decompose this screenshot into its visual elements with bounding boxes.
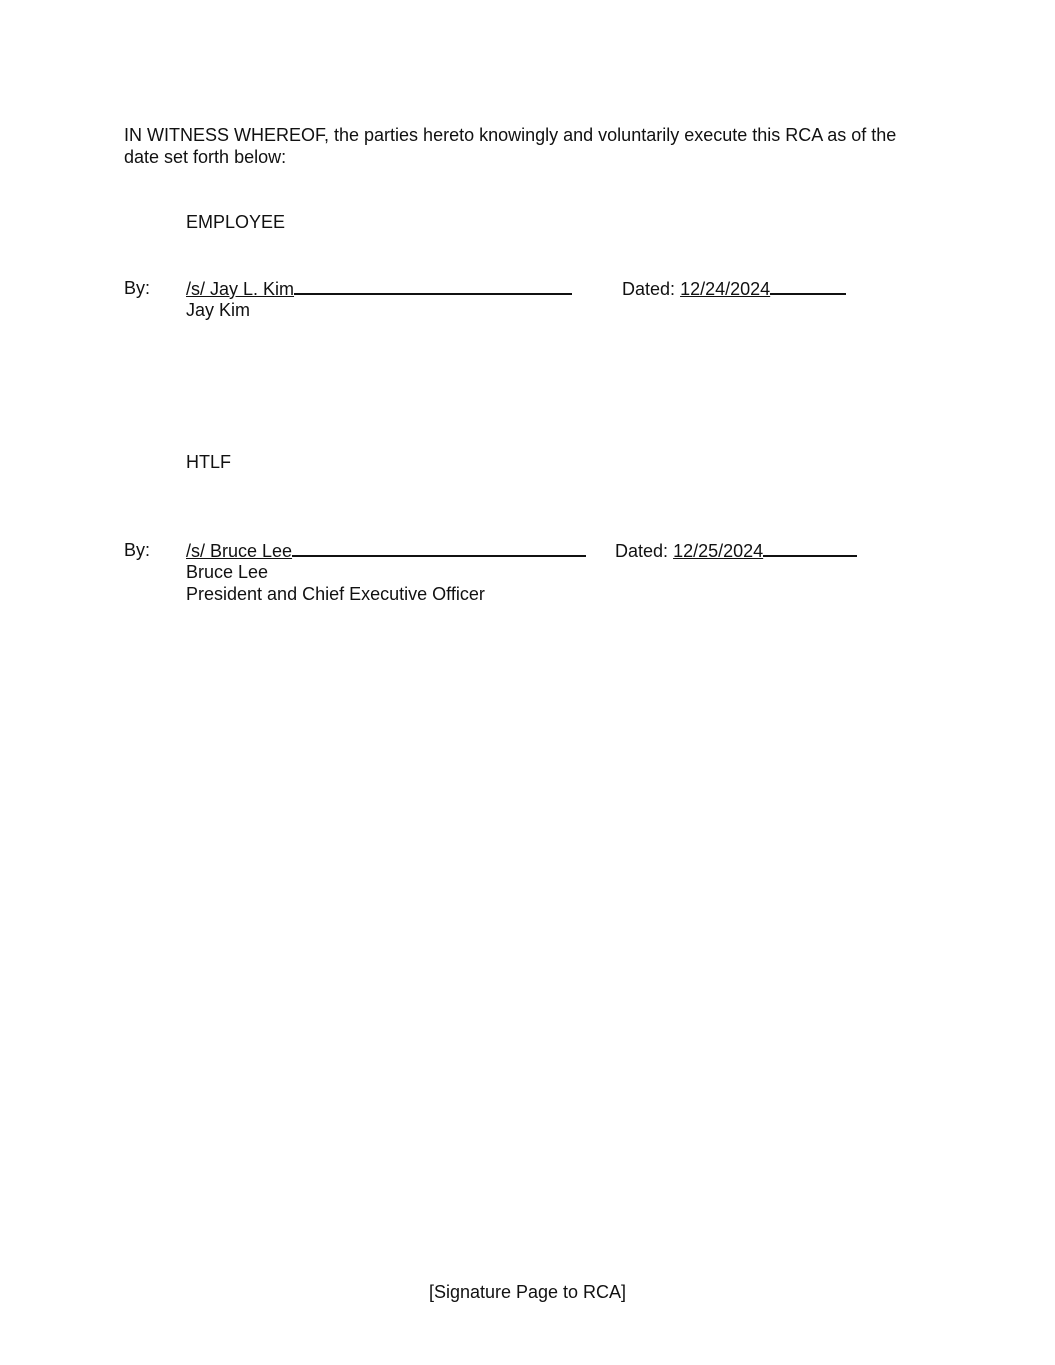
- employee-dated-label: Dated:: [622, 279, 676, 299]
- employee-dated: [622, 277, 846, 300]
- employee-signature: /s/ Jay L. Kim: [186, 279, 295, 299]
- employee-name: Jay Kim: [186, 300, 251, 320]
- witness-paragraph: IN WITNESS WHEREOF, the parties hereto knowingly and voluntarily execute this RCA as of the date set forth below:: [124, 125, 897, 167]
- employee-heading: EMPLOYEE: [186, 212, 286, 232]
- company-signature-line: [186, 539, 586, 562]
- company-signer-title: President and Chief Executive Officer: [186, 584, 485, 604]
- company-signer-name: Bruce Lee: [186, 562, 269, 582]
- employee-by-label: By:: [124, 278, 151, 298]
- company-by-label: By:: [124, 540, 151, 560]
- employee-signature-blank: [294, 277, 572, 295]
- company-dated: [615, 539, 857, 562]
- page-footer: [Signature Page to RCA]: [428, 1282, 627, 1302]
- company-dated-label: Dated:: [615, 541, 669, 561]
- company-date-blank: [763, 539, 857, 557]
- company-signature-blank: [292, 539, 586, 557]
- company-signature: /s/ Bruce Lee: [186, 541, 293, 561]
- employee-signature-line: [186, 277, 572, 300]
- employee-date-blank: [770, 277, 846, 295]
- company-date: 12/25/2024: [673, 541, 764, 561]
- company-heading: HTLF: [186, 452, 231, 472]
- employee-date: 12/24/2024: [680, 279, 771, 299]
